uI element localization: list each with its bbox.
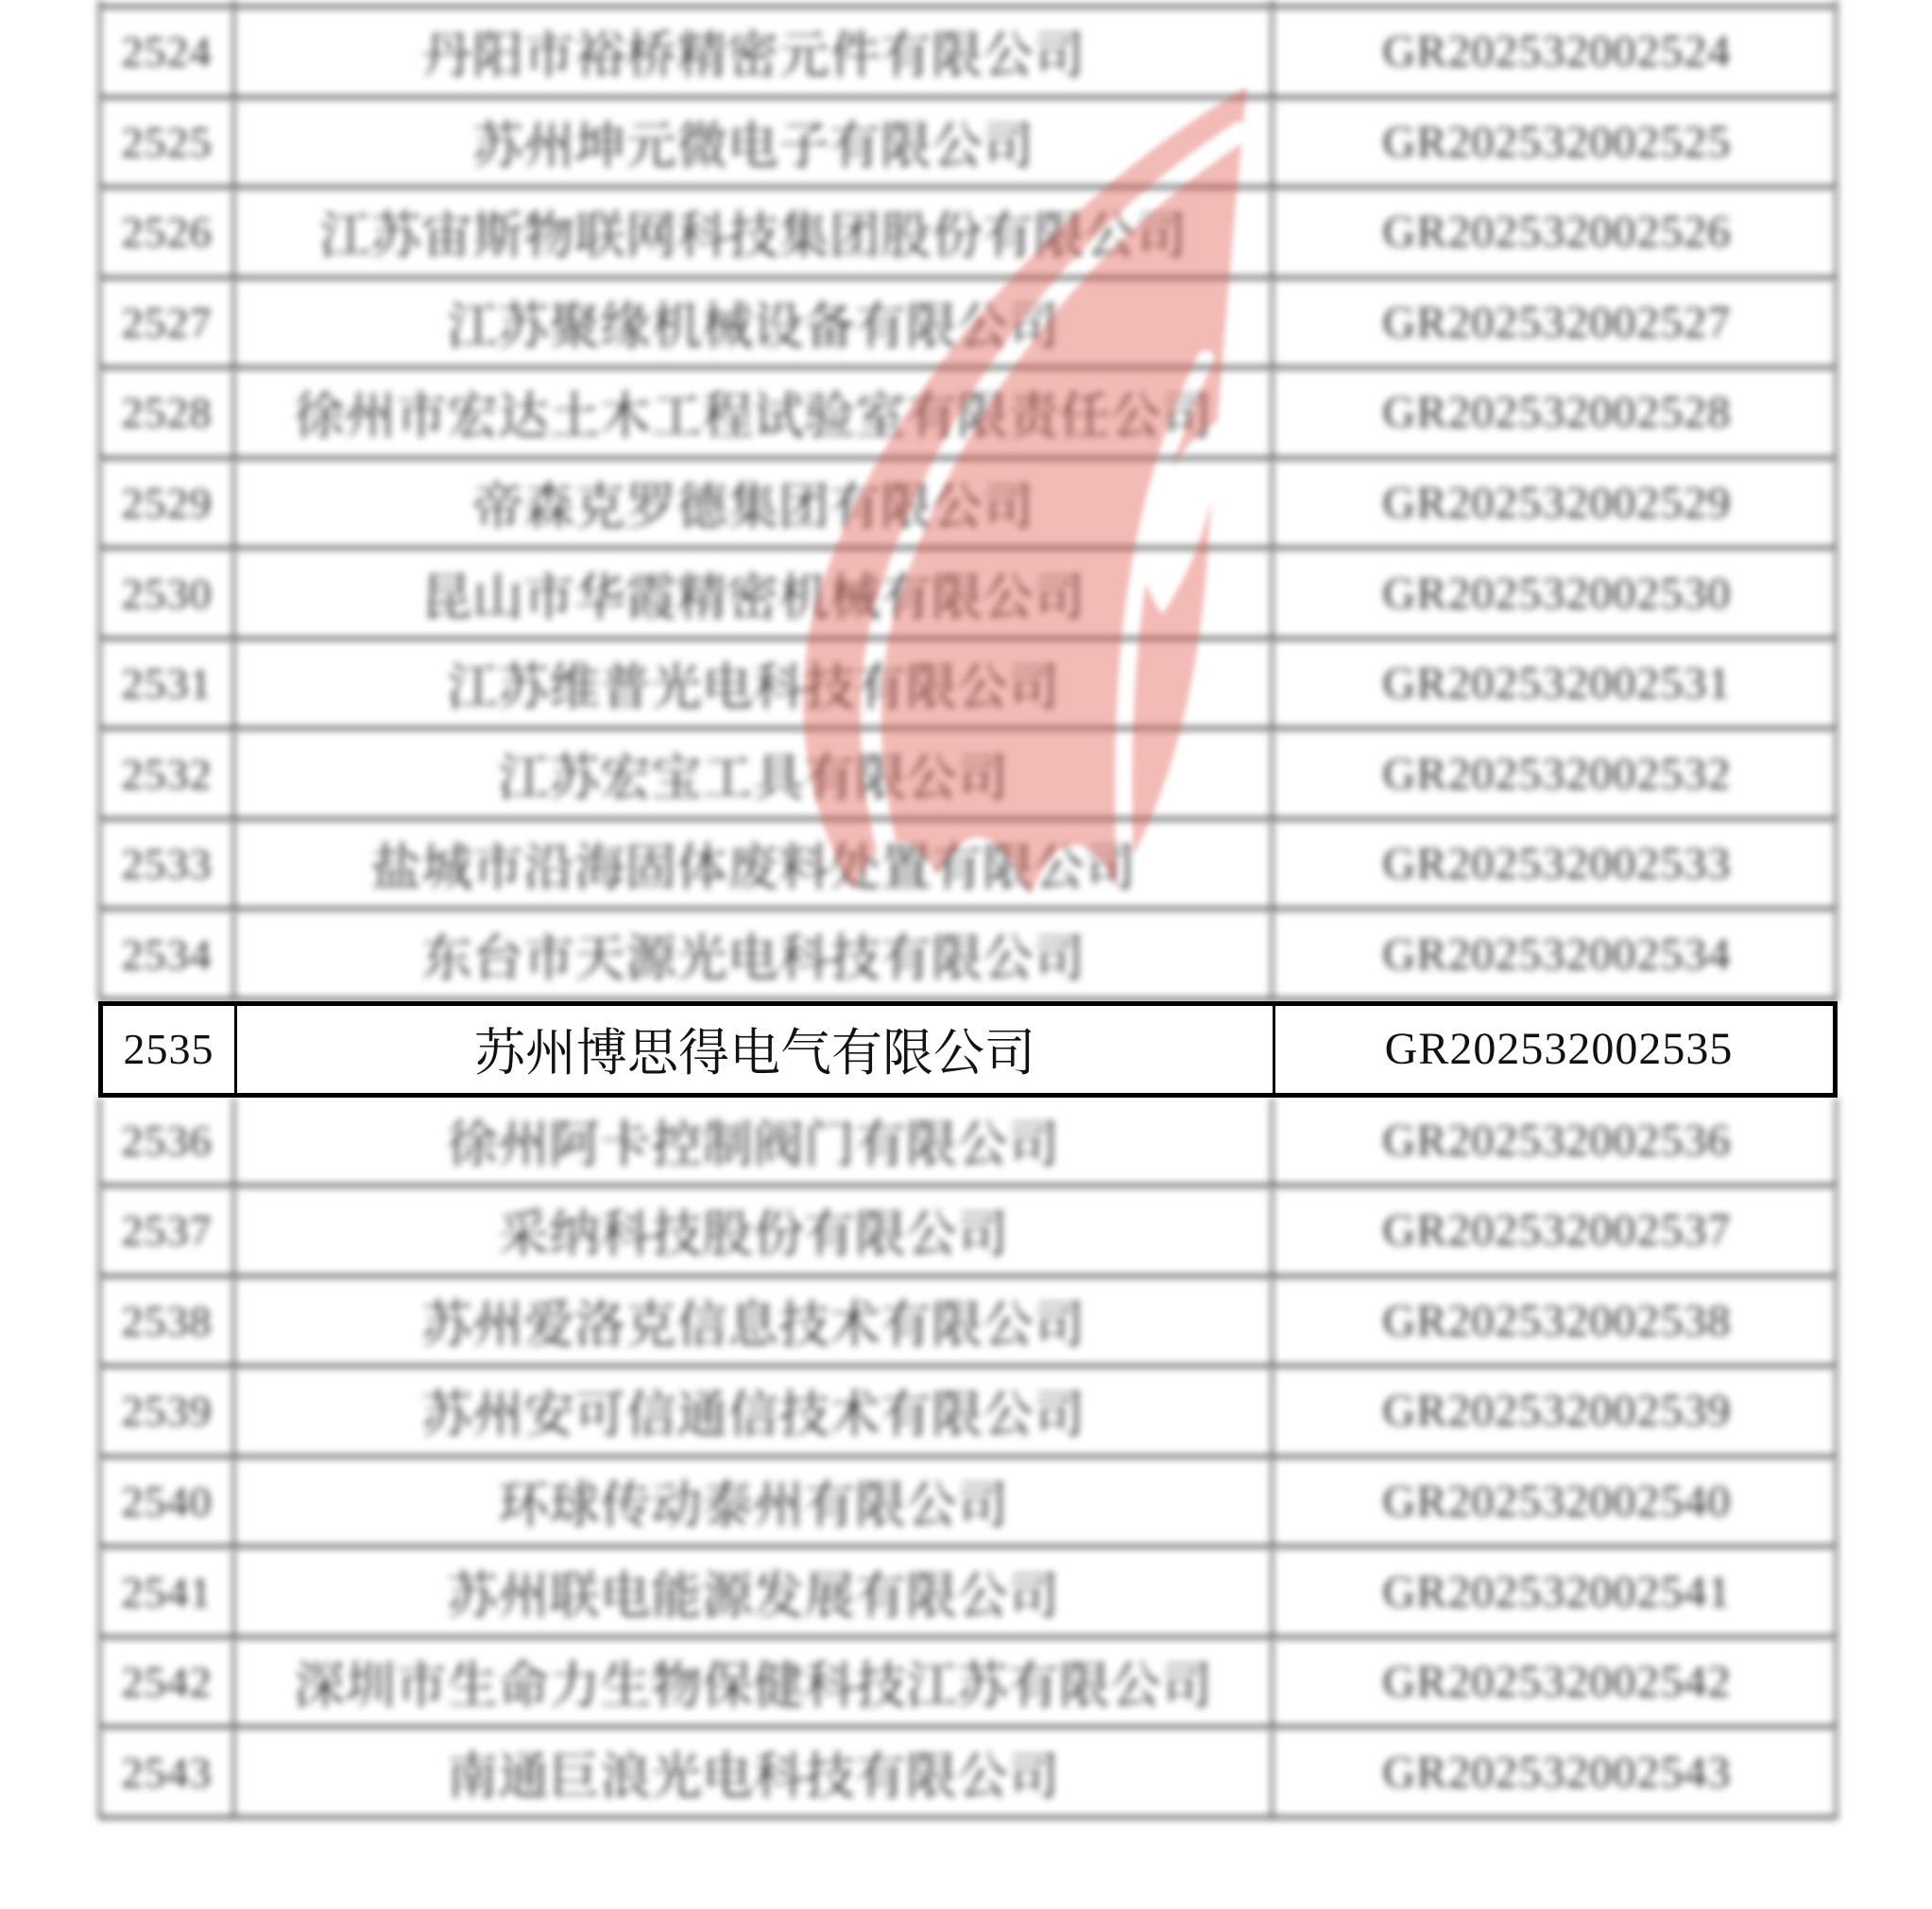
table-row <box>98 9 1838 99</box>
company-name-cell: 南通巨浪光电科技有限公司 <box>235 1729 1274 1815</box>
company-name-cell: 东台市天源光电科技有限公司 <box>235 911 1274 997</box>
serial-cell: 2539 <box>101 1368 235 1455</box>
table-row <box>98 189 1838 280</box>
certificate-number-cell: GR202532002525 <box>1382 116 1732 167</box>
serial-cell: 2527 <box>101 280 235 366</box>
table-row <box>98 730 1838 821</box>
table-row <box>98 460 1838 551</box>
company-name-cell: 江苏维普光电科技有限公司 <box>235 640 1274 727</box>
serial-cell: 2530 <box>101 550 235 637</box>
table-row <box>98 1458 1838 1549</box>
company-name-cell: 昆山市华霞精密机械有限公司 <box>235 550 1274 637</box>
company-name-cell: 苏州安可信通信技术有限公司 <box>235 1368 1274 1455</box>
table-row <box>98 640 1838 731</box>
certificate-number-cell: GR202532002539 <box>1382 1386 1732 1437</box>
serial-cell: 2526 <box>101 189 235 276</box>
certificate-number-cell: GR202532002530 <box>1382 568 1732 619</box>
company-name-cell: 徐州市宏达土木工程试验室有限责任公司 <box>235 369 1274 456</box>
table-row <box>98 1548 1838 1639</box>
serial-cell: 2540 <box>101 1458 235 1545</box>
serial-cell: 2528 <box>101 369 235 456</box>
company-name-cell: 苏州联电能源发展有限公司 <box>235 1548 1274 1635</box>
serial-cell: 2524 <box>101 9 235 95</box>
serial-cell: 2529 <box>101 460 235 547</box>
table-row <box>98 821 1838 912</box>
company-name-cell: 徐州阿卡控制阀门有限公司 <box>235 1098 1274 1185</box>
serial-cell <box>101 0 235 5</box>
serial-cell: 2534 <box>101 911 235 997</box>
company-name-cell: 丹阳市裕桥精密元件有限公司 <box>235 9 1274 95</box>
certificate-number-cell: GR202532002538 <box>1382 1295 1732 1346</box>
table-row <box>98 1278 1838 1369</box>
table-row <box>98 1729 1838 1819</box>
company-name-cell: 江苏宙斯物联网科技集团股份有限公司 <box>235 189 1274 276</box>
serial-cell: 2533 <box>101 821 235 908</box>
table-row-cutoff <box>98 0 1838 9</box>
certificate-number-cell: GR202532002535 <box>1384 1024 1734 1075</box>
table-row <box>98 369 1838 460</box>
table-row <box>98 1639 1838 1730</box>
serial-cell: 2536 <box>101 1098 235 1185</box>
company-name-cell: 盐城市沿海固体废料处置有限公司 <box>235 821 1274 908</box>
serial-cell: 2537 <box>101 1187 235 1274</box>
certificate-number-cell: GR202532002527 <box>1382 297 1732 348</box>
serial-cell: 2531 <box>101 640 235 727</box>
company-name-cell: 江苏宏宝工具有限公司 <box>235 730 1274 817</box>
certificate-number-cell: GR202532002532 <box>1382 748 1732 799</box>
company-name-cell <box>235 0 1274 5</box>
serial-cell: 2532 <box>101 730 235 817</box>
table-row <box>98 1368 1838 1458</box>
serial-cell: 2538 <box>101 1278 235 1365</box>
table-row <box>98 911 1838 1001</box>
certificate-number-cell: GR202532002543 <box>1382 1747 1732 1798</box>
serial-cell: 2535 <box>103 1006 237 1093</box>
company-name-cell: 苏州坤元微电子有限公司 <box>235 99 1274 186</box>
serial-cell: 2542 <box>101 1639 235 1726</box>
company-name-cell: 苏州爱洛克信息技术有限公司 <box>235 1278 1274 1365</box>
company-name-cell: 环球传动泰州有限公司 <box>235 1458 1274 1545</box>
certificate-number-cell: GR202532002541 <box>1382 1566 1732 1617</box>
table-row <box>98 280 1838 370</box>
serial-cell: 2525 <box>101 99 235 186</box>
serial-cell: 2541 <box>101 1548 235 1635</box>
certificate-number-cell <box>1274 0 1840 5</box>
table-row <box>98 1098 1838 1188</box>
serial-cell: 2543 <box>101 1729 235 1815</box>
company-name-cell: 苏州博思得电气有限公司 <box>237 1006 1275 1093</box>
certificate-number-cell: GR202532002542 <box>1382 1657 1732 1708</box>
certificate-number-cell: GR202532002526 <box>1382 207 1732 258</box>
certificate-number-cell: GR202532002528 <box>1382 387 1732 438</box>
table-row <box>98 550 1838 640</box>
company-name-cell: 帝森克罗德集团有限公司 <box>235 460 1274 547</box>
company-name-cell: 江苏聚缘机械设备有限公司 <box>235 280 1274 366</box>
company-name-cell: 深圳市生命力生物保健科技江苏有限公司 <box>235 1639 1274 1726</box>
certificate-table <box>98 0 1838 1819</box>
certificate-number-cell: GR202532002524 <box>1382 26 1732 77</box>
table-row-highlighted <box>98 1001 1838 1098</box>
certificate-number-cell: GR202532002536 <box>1382 1115 1732 1166</box>
table-row <box>98 99 1838 190</box>
certificate-number-cell: GR202532002529 <box>1382 478 1732 528</box>
certificate-number-cell: GR202532002537 <box>1382 1205 1732 1256</box>
table-row <box>98 1187 1838 1278</box>
company-name-cell: 采纳科技股份有限公司 <box>235 1187 1274 1274</box>
certificate-number-cell: GR202532002531 <box>1382 658 1732 709</box>
certificate-number-cell: GR202532002540 <box>1382 1476 1732 1527</box>
certificate-number-cell: GR202532002534 <box>1382 929 1732 980</box>
certificate-number-cell: GR202532002533 <box>1382 839 1732 890</box>
